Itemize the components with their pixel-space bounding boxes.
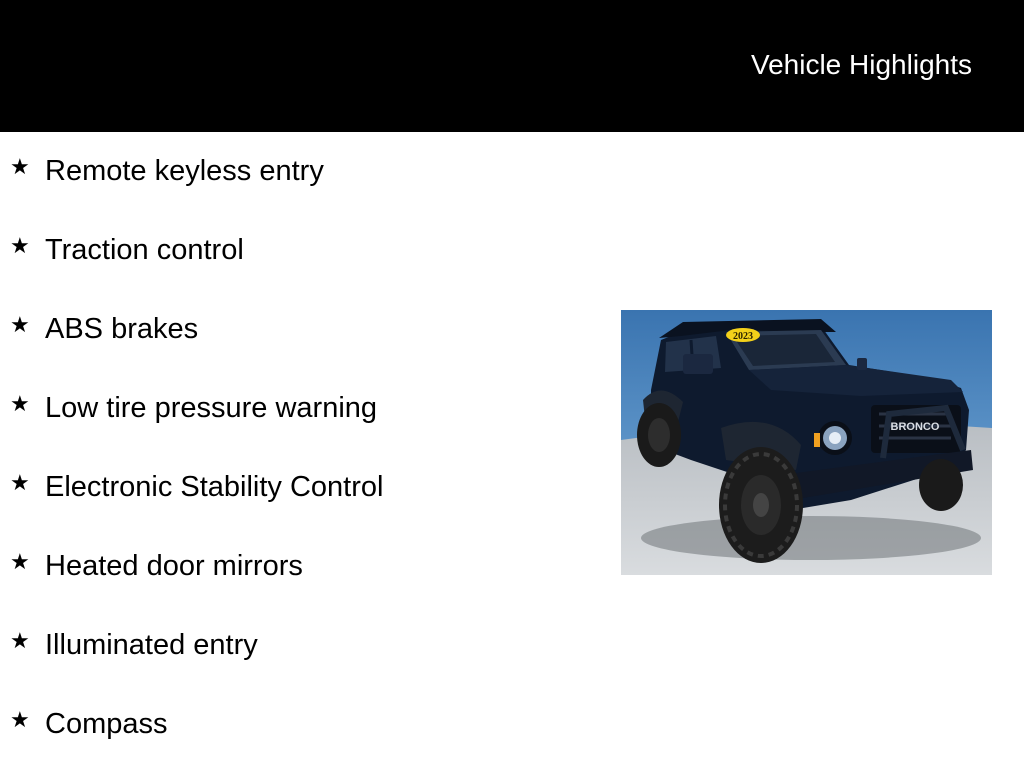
header-bar: [0, 0, 1024, 132]
feature-label: Low tire pressure warning: [45, 392, 378, 424]
feature-label: ABS brakes: [45, 313, 199, 345]
feature-label: Heated door mirrors: [45, 550, 303, 582]
star-icon: ★: [10, 628, 30, 653]
star-icon: ★: [10, 233, 30, 258]
feature-label: Illuminated entry: [45, 629, 258, 661]
list-item: [0, 448, 600, 527]
rear-wheel: [637, 403, 681, 467]
star-icon: ★: [10, 470, 30, 495]
feature-label: Traction control: [45, 234, 244, 266]
list-item: [0, 290, 600, 369]
star-icon: ★: [10, 549, 30, 574]
feature-label: Compass: [45, 708, 168, 740]
list-item: [0, 211, 600, 290]
star-icon: ★: [10, 707, 30, 732]
page-title: Vehicle Highlights: [750, 49, 972, 80]
list-item: [0, 606, 600, 685]
year-tag-text: 2023: [733, 331, 753, 342]
star-icon: ★: [10, 312, 30, 337]
vehicle-photo: [621, 310, 992, 575]
list-item: [0, 527, 600, 606]
list-item: [0, 132, 600, 211]
star-icon: ★: [10, 154, 30, 179]
front-wheel: [719, 447, 803, 563]
list-item: [0, 369, 600, 448]
star-icon: ★: [10, 391, 30, 416]
feature-label: Remote keyless entry: [45, 155, 324, 187]
feature-list: [0, 132, 600, 764]
grille-badge: BRONCO: [890, 421, 940, 433]
feature-label: Electronic Stability Control: [45, 471, 384, 503]
list-item: [0, 685, 600, 764]
